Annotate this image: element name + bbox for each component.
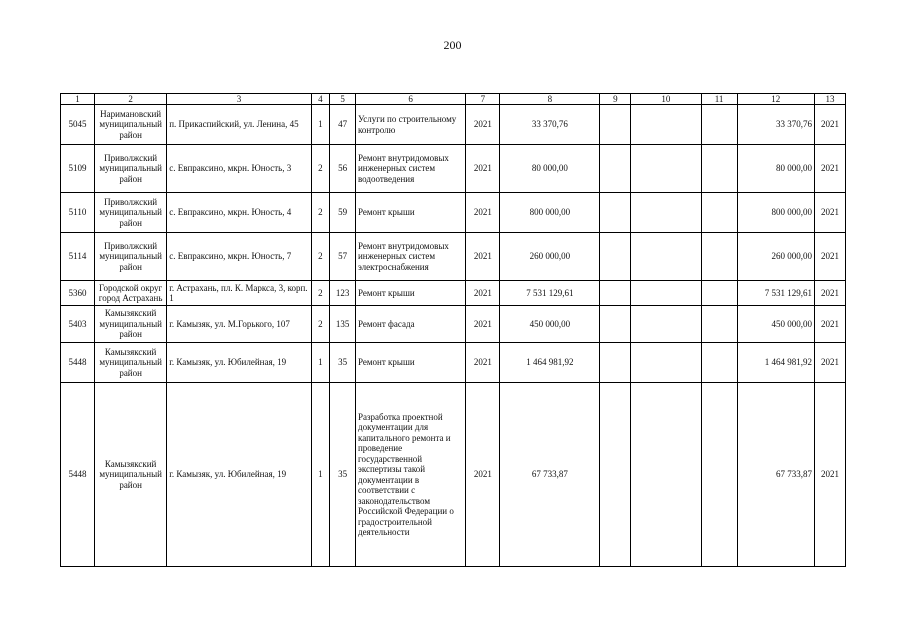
cell-work: Ремонт внутридомовых инженерных систем водоотведения: [355, 145, 465, 193]
cell-col13: 2021: [814, 233, 845, 281]
cell-col8: 67 733,87: [500, 383, 600, 567]
table-row: [61, 306, 846, 343]
column-header-9: 9: [600, 94, 631, 105]
cell-col5: 35: [330, 383, 356, 567]
cell-id: 5109: [61, 145, 95, 193]
cell-col12: 7 531 129,61: [737, 281, 814, 306]
cell-col11: [701, 281, 737, 306]
cell-id: 5448: [61, 383, 95, 567]
cell-col8: 80 000,00: [500, 145, 600, 193]
cell-col12: 800 000,00: [737, 193, 814, 233]
cell-year: 2021: [466, 383, 500, 567]
column-header-12: 12: [737, 94, 814, 105]
cell-address: г. Камызяк, ул. Юбилейная, 19: [167, 383, 311, 567]
column-header-1: 1: [61, 94, 95, 105]
column-header-2: 2: [95, 94, 167, 105]
cell-col11: [701, 343, 737, 383]
cell-year: 2021: [466, 105, 500, 145]
cell-col9: [600, 105, 631, 145]
cell-district: Камызякский муниципальный район: [95, 383, 167, 567]
cell-col5: 59: [330, 193, 356, 233]
cell-col12: 450 000,00: [737, 306, 814, 343]
cell-col8: 260 000,00: [500, 233, 600, 281]
cell-col5: 47: [330, 105, 356, 145]
column-header-6: 6: [355, 94, 465, 105]
cell-work: Ремонт крыши: [355, 281, 465, 306]
cell-col8: 7 531 129,61: [500, 281, 600, 306]
cell-id: 5045: [61, 105, 95, 145]
works-table: [60, 93, 846, 567]
cell-col11: [701, 233, 737, 281]
cell-col11: [701, 145, 737, 193]
table-row: [61, 193, 846, 233]
cell-col4: 2: [311, 233, 330, 281]
cell-col13: 2021: [814, 281, 845, 306]
cell-col10: [631, 105, 701, 145]
cell-address: с. Евпраксино, мкрн. Юность, 7: [167, 233, 311, 281]
cell-col4: 2: [311, 193, 330, 233]
cell-col5: 57: [330, 233, 356, 281]
cell-col4: 2: [311, 306, 330, 343]
cell-col8: 450 000,00: [500, 306, 600, 343]
cell-col12: 67 733,87: [737, 383, 814, 567]
cell-id: 5360: [61, 281, 95, 306]
cell-id: 5403: [61, 306, 95, 343]
cell-col11: [701, 383, 737, 567]
cell-col12: 80 000,00: [737, 145, 814, 193]
cell-district: Приволжский муниципальный район: [95, 193, 167, 233]
cell-col9: [600, 281, 631, 306]
cell-col13: 2021: [814, 383, 845, 567]
cell-col13: 2021: [814, 105, 845, 145]
cell-col12: 260 000,00: [737, 233, 814, 281]
cell-work: Ремонт крыши: [355, 343, 465, 383]
cell-district: Городской округ город Астрахань: [95, 281, 167, 306]
page-number: 200: [443, 38, 462, 52]
cell-col9: [600, 306, 631, 343]
cell-col13: 2021: [814, 193, 845, 233]
cell-year: 2021: [466, 145, 500, 193]
cell-id: 5448: [61, 343, 95, 383]
cell-id: 5114: [61, 233, 95, 281]
cell-work: Ремонт фасада: [355, 306, 465, 343]
cell-col10: [631, 145, 701, 193]
cell-col9: [600, 193, 631, 233]
column-header-13: 13: [814, 94, 845, 105]
cell-col12: 33 370,76: [737, 105, 814, 145]
cell-col9: [600, 145, 631, 193]
cell-col4: 2: [311, 281, 330, 306]
cell-work: Разработка проектной документации для капитального ремонта и проведение государственной экспертизы такой документации в соответствии с законодательством Российской Федерации о градостроительной деятельности: [355, 383, 465, 567]
table-body: [61, 94, 846, 567]
cell-address: с. Евпраксино, мкрн. Юность, 3: [167, 145, 311, 193]
cell-district: Приволжский муниципальный район: [95, 233, 167, 281]
cell-work: Услуги по строительному контролю: [355, 105, 465, 145]
cell-col4: 1: [311, 343, 330, 383]
cell-col8: 800 000,00: [500, 193, 600, 233]
cell-col11: [701, 193, 737, 233]
cell-district: Наримановский муниципальный район: [95, 105, 167, 145]
cell-col5: 123: [330, 281, 356, 306]
cell-district: Камызякский муниципальный район: [95, 306, 167, 343]
cell-col9: [600, 233, 631, 281]
table-row: [61, 233, 846, 281]
cell-col11: [701, 105, 737, 145]
column-header-10: 10: [631, 94, 701, 105]
column-header-3: 3: [167, 94, 311, 105]
cell-year: 2021: [466, 306, 500, 343]
cell-col8: 33 370,76: [500, 105, 600, 145]
table-row: [61, 281, 846, 306]
cell-year: 2021: [466, 281, 500, 306]
cell-col10: [631, 281, 701, 306]
cell-district: Приволжский муниципальный район: [95, 145, 167, 193]
cell-work: Ремонт внутридомовых инженерных систем электроснабжения: [355, 233, 465, 281]
cell-year: 2021: [466, 193, 500, 233]
column-header-4: 4: [311, 94, 330, 105]
column-header-11: 11: [701, 94, 737, 105]
cell-col5: 35: [330, 343, 356, 383]
cell-address: г. Камызяк, ул. Юбилейная, 19: [167, 343, 311, 383]
cell-col8: 1 464 981,92: [500, 343, 600, 383]
cell-address: с. Евпраксино, мкрн. Юность, 4: [167, 193, 311, 233]
cell-col4: 2: [311, 145, 330, 193]
cell-year: 2021: [466, 343, 500, 383]
cell-col5: 135: [330, 306, 356, 343]
cell-work: Ремонт крыши: [355, 193, 465, 233]
cell-col10: [631, 233, 701, 281]
cell-col13: 2021: [814, 343, 845, 383]
column-header-7: 7: [466, 94, 500, 105]
column-header-5: 5: [330, 94, 356, 105]
cell-address: п. Прикаспийский, ул. Ленина, 45: [167, 105, 311, 145]
column-header-8: 8: [500, 94, 600, 105]
table-row: [61, 383, 846, 567]
cell-col9: [600, 383, 631, 567]
cell-col13: 2021: [814, 145, 845, 193]
table-row: [61, 343, 846, 383]
cell-col4: 1: [311, 383, 330, 567]
cell-col10: [631, 193, 701, 233]
cell-col12: 1 464 981,92: [737, 343, 814, 383]
cell-col9: [600, 343, 631, 383]
table-row: [61, 105, 846, 145]
cell-address: г. Камызяк, ул. М.Горького, 107: [167, 306, 311, 343]
cell-col13: 2021: [814, 306, 845, 343]
cell-col10: [631, 306, 701, 343]
cell-col10: [631, 343, 701, 383]
cell-col4: 1: [311, 105, 330, 145]
table-row: [61, 145, 846, 193]
cell-col5: 56: [330, 145, 356, 193]
cell-col10: [631, 383, 701, 567]
cell-address: г. Астрахань, пл. К. Маркса, 3, корп. 1: [167, 281, 311, 306]
header-row: [61, 94, 846, 105]
cell-district: Камызякский муниципальный район: [95, 343, 167, 383]
cell-id: 5110: [61, 193, 95, 233]
cell-year: 2021: [466, 233, 500, 281]
cell-col11: [701, 306, 737, 343]
